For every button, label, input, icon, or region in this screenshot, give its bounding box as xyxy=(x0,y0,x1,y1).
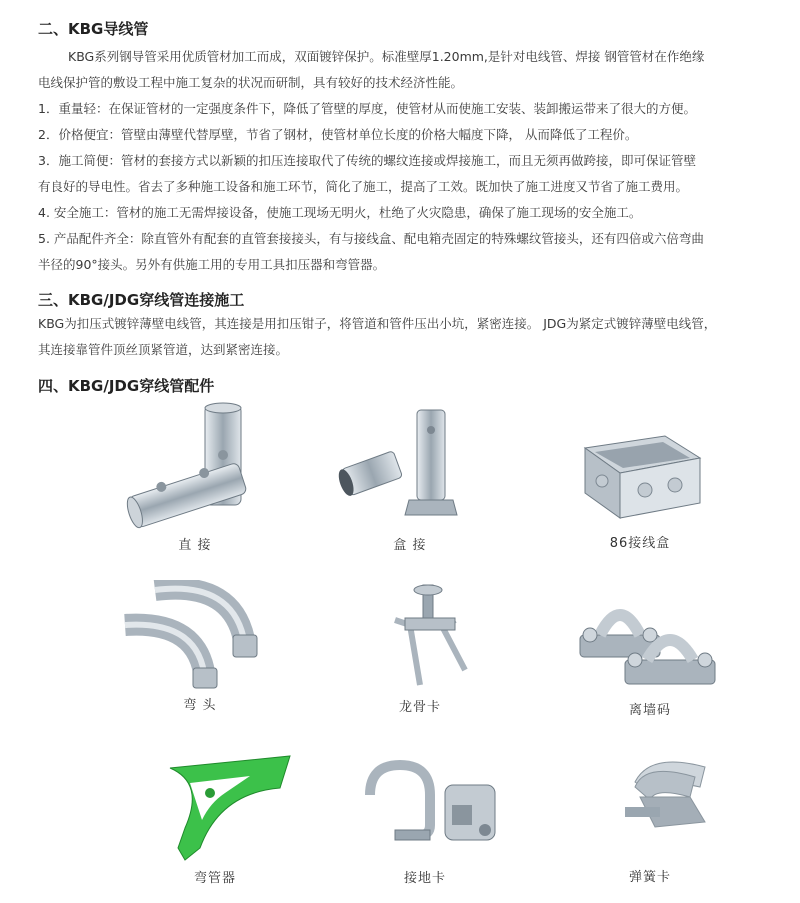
junction-box-icon xyxy=(555,418,725,528)
section3-line2: 其连接靠管件顶丝顶紧管道，达到紧密连接。 xyxy=(38,342,289,357)
section2-intro-line2: 电线保护管的敷设工程中施工复杂的状况而研制，具有较好的技术经济性能。 xyxy=(38,75,464,90)
product-label: 弯管器 xyxy=(193,871,236,886)
product-box-connector xyxy=(290,405,530,553)
section3-line1: KBG为扣压式镀锌薄壁电线管，其连接是用扣压钳子，将管道和管件压出小坑，紧密连接。 JDG为紧定式镀锌薄壁电线管， xyxy=(38,316,717,331)
product-label: 离墙码 xyxy=(628,703,671,718)
section2-title: 二、KBG导线管 xyxy=(38,20,149,38)
section3-title: 三、KBG/JDG穿线管连接施工 xyxy=(38,291,245,309)
box-connector-icon xyxy=(325,405,495,530)
product-grounding-clip xyxy=(305,755,545,886)
saddle-clamp-icon xyxy=(565,590,735,695)
product-keel-clip xyxy=(300,580,540,715)
product-label: 弹簧卡 xyxy=(628,870,671,885)
product-saddle-clamp xyxy=(530,590,770,718)
elbow-icon xyxy=(115,580,285,690)
point-4: 4. 安全施工：管材的施工无需焊接设备，使施工现场无明火，杜绝了火灾隐患，确保了施工现场的安全施工。 xyxy=(38,205,642,220)
point-1: 1．重量轻：在保证管材的一定强度条件下，降低了管壁的厚度，使管材从而使施工安装、装卸搬运带来了很大的方便。 xyxy=(38,101,696,116)
product-label: 接地卡 xyxy=(403,871,446,886)
point-3-cont: 有良好的导电性。省去了多种施工设备和施工环节，简化了施工，提高了工效。既加快了施工进度又节省了施工费用。 xyxy=(38,179,689,194)
point-5-cont: 半径的90°接头。另外有供施工用的专用工具扣压器和弯管器。 xyxy=(38,257,386,272)
product-spring-clip xyxy=(530,752,770,885)
point-2: 2．价格便宜：管壁由薄壁代替厚壁，节省了钢材，使管材单位长度的价格大幅度下降， 从而降低了工程价。 xyxy=(38,127,638,142)
pipe-bender-icon xyxy=(130,748,300,863)
point-3: 3．施工简便：管材的套接方式以新颖的扣压连接取代了传统的螺纹连接或焊接施工，而且无须再做跨接，即可保证管壁 xyxy=(38,153,696,168)
product-label: 直 接 xyxy=(178,538,212,553)
keel-clip-icon xyxy=(335,580,505,692)
section4-title: 四、KBG/JDG穿线管配件 xyxy=(38,377,215,395)
product-junction-box xyxy=(520,418,760,551)
product-label: 盒 接 xyxy=(393,538,427,553)
product-label: 86接线盒 xyxy=(609,536,671,551)
product-label: 弯 头 xyxy=(183,698,217,713)
point-5: 5. 产品配件齐全：除直管外有配套的直管套接接头，有与接线盒、配电箱壳固定的特殊螺纹管接头，还有四倍或六倍弯曲 xyxy=(38,231,704,246)
spring-clip-icon xyxy=(565,752,735,862)
grounding-clip-icon xyxy=(340,755,510,863)
section2-intro-line1: KBG系列钢导管采用优质管材加工而成，双面镀锌保护。标准壁厚1.20mm,是针对电线管、焊接 钢管管材在作绝缘 xyxy=(68,49,705,64)
product-label: 龙骨卡 xyxy=(398,700,441,715)
product-elbow xyxy=(80,580,320,713)
product-straight-coupling xyxy=(75,400,315,553)
product-pipe-bender xyxy=(95,748,335,886)
straight-coupling-icon xyxy=(110,400,280,530)
